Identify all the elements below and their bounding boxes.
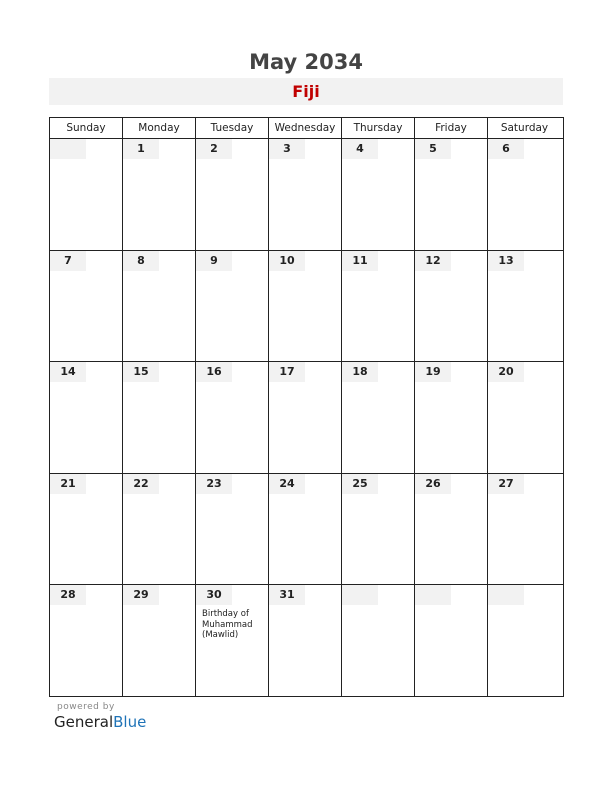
day-cell <box>415 585 488 697</box>
day-cell <box>123 474 196 585</box>
day-cell <box>342 585 415 697</box>
day-number: 19 <box>415 362 451 382</box>
day-number: 1 <box>123 139 159 159</box>
day-cell <box>123 251 196 362</box>
day-cell <box>269 474 342 585</box>
day-cell <box>50 585 123 697</box>
day-cell <box>415 139 488 250</box>
day-number: 20 <box>488 362 524 382</box>
week-row <box>50 251 563 363</box>
day-cell <box>342 474 415 585</box>
day-cell <box>269 139 342 250</box>
day-cell <box>415 251 488 362</box>
day-number: 22 <box>123 474 159 494</box>
day-cell <box>488 251 561 362</box>
week-row <box>50 362 563 474</box>
week-row <box>50 585 563 697</box>
day-cell <box>488 474 561 585</box>
day-cell <box>269 585 342 697</box>
day-number: 14 <box>50 362 86 382</box>
day-number: 11 <box>342 251 378 271</box>
generalblue-logo[interactable] <box>54 713 146 731</box>
day-number: 13 <box>488 251 524 271</box>
weekday-saturday: Saturday <box>500 122 549 134</box>
day-number: 4 <box>342 139 378 159</box>
day-number: 15 <box>123 362 159 382</box>
day-number: 31 <box>269 585 305 605</box>
day-cell <box>50 474 123 585</box>
day-number <box>415 585 451 605</box>
weekday-monday: Monday <box>123 118 196 138</box>
day-number: 9 <box>196 251 232 271</box>
country-name: Fiji <box>292 82 320 101</box>
day-cell <box>196 585 269 697</box>
day-number: 17 <box>269 362 305 382</box>
day-cell <box>196 251 269 362</box>
day-number: 26 <box>415 474 451 494</box>
day-cell <box>50 251 123 362</box>
day-number <box>50 139 86 159</box>
country-banner <box>49 78 563 105</box>
day-number <box>342 585 378 605</box>
brand-general: General <box>54 713 114 731</box>
day-cell <box>50 362 123 473</box>
day-cell <box>123 139 196 250</box>
holiday-label: Birthday of Muhammad (Mawlid) <box>202 609 253 641</box>
day-cell <box>269 251 342 362</box>
day-number: 25 <box>342 474 378 494</box>
weekday-thursday: Thursday <box>342 118 415 138</box>
day-cell <box>196 139 269 250</box>
day-number: 30 <box>196 585 232 605</box>
weekday-wednesday: Wednesday <box>269 118 342 138</box>
day-cell <box>415 362 488 473</box>
week-row <box>50 474 563 586</box>
day-number: 28 <box>50 585 86 605</box>
day-number: 16 <box>196 362 232 382</box>
day-number: 5 <box>415 139 451 159</box>
day-number: 23 <box>196 474 232 494</box>
day-number: 7 <box>50 251 86 271</box>
day-cell <box>196 362 269 473</box>
day-cell <box>342 251 415 362</box>
day-cell <box>196 474 269 585</box>
brand-blue: Blue <box>113 713 147 731</box>
day-cell <box>269 362 342 473</box>
day-number: 3 <box>269 139 305 159</box>
day-number: 8 <box>123 251 159 271</box>
day-cell <box>415 474 488 585</box>
day-number: 10 <box>269 251 305 271</box>
weekday-friday: Friday <box>415 118 488 138</box>
weekday-sunday: Sunday <box>50 118 123 138</box>
day-number: 24 <box>269 474 305 494</box>
calendar-title: May 2034 <box>249 50 363 74</box>
calendar-grid <box>49 117 564 697</box>
day-number: 21 <box>50 474 86 494</box>
day-number <box>488 585 524 605</box>
day-cell <box>342 139 415 250</box>
day-number: 6 <box>488 139 524 159</box>
powered-by-text: powered by <box>57 702 115 712</box>
day-cell <box>50 139 123 250</box>
day-cell <box>342 362 415 473</box>
day-cell <box>123 362 196 473</box>
weekday-tuesday: Tuesday <box>196 118 269 138</box>
day-number: 12 <box>415 251 451 271</box>
weekday-header <box>50 118 563 139</box>
day-cell <box>488 139 561 250</box>
day-cell <box>488 362 561 473</box>
day-cell <box>123 585 196 697</box>
day-number: 27 <box>488 474 524 494</box>
day-number: 2 <box>196 139 232 159</box>
week-row <box>50 139 563 251</box>
day-number: 18 <box>342 362 378 382</box>
day-cell <box>488 585 561 697</box>
day-number: 29 <box>123 585 159 605</box>
